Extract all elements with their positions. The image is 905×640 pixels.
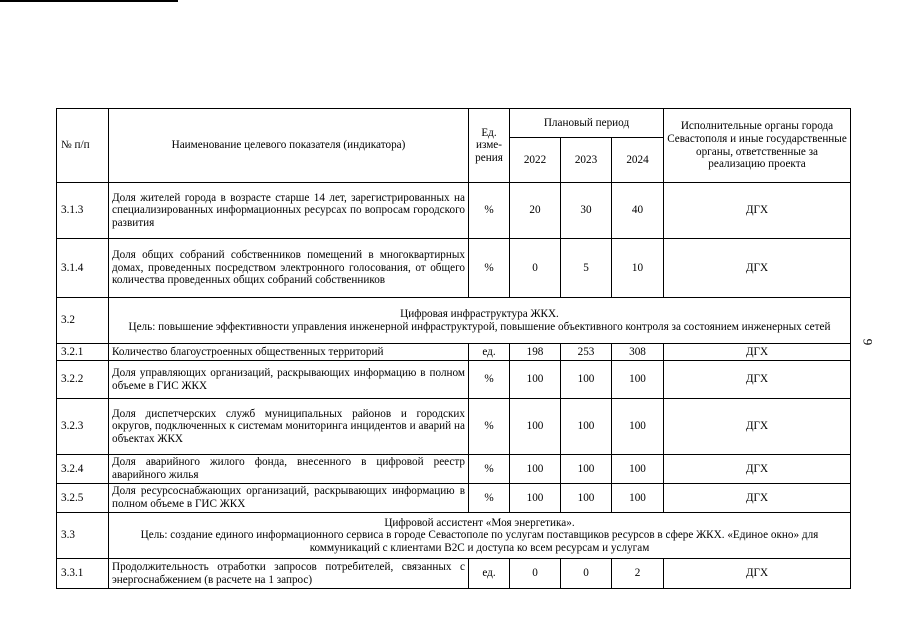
row-number: 3.2.5 [57, 484, 109, 513]
value-2022: 0 [510, 559, 561, 589]
table-row [57, 455, 851, 484]
value-2022: 20 [510, 183, 561, 239]
value-2024: 100 [612, 455, 664, 484]
section-goal: Цель: создание единого информационного сервиса в городе Севастополе по услугам поставщиков ресурсов в сфере ЖКХ. «Единое окно» для коммуникаций с клиентами B2C и доступа ко всем ресурсам и услугам [140, 529, 819, 554]
unit-cell: % [469, 183, 510, 239]
table-row [57, 344, 851, 361]
indicator-name: Доля жителей города в возрасте старше 14 лет, зарегистрированных на специализированных информационных ресурсах по вопросам городского развития [109, 183, 469, 239]
value-2022: 100 [510, 484, 561, 513]
unit-cell: ед. [469, 344, 510, 361]
section-number: 3.3 [57, 513, 109, 559]
value-2024: 100 [612, 484, 664, 513]
executor-cell: ДГХ [664, 239, 851, 298]
unit-cell: % [469, 399, 510, 455]
executor-cell: ДГХ [664, 361, 851, 399]
section-row [57, 298, 851, 344]
section-row [57, 513, 851, 559]
page-number: 9 [860, 338, 876, 346]
header-year: 2022 [510, 138, 561, 183]
indicator-name: Доля управляющих организаций, раскрывающих информацию в полном объеме в ГИС ЖКХ [109, 361, 469, 399]
section-number: 3.2 [57, 298, 109, 344]
value-2023: 100 [561, 399, 612, 455]
unit-cell: ед. [469, 559, 510, 589]
value-2024: 10 [612, 239, 664, 298]
row-number: 3.3.1 [57, 559, 109, 589]
value-2023: 30 [561, 183, 612, 239]
table-header [57, 109, 851, 183]
table-row [57, 399, 851, 455]
header-name: Наименование целевого показателя (индикатора) [109, 109, 469, 183]
section-title: Цифровая инфраструктура ЖКХ. [400, 307, 559, 320]
value-2023: 5 [561, 239, 612, 298]
indicator-name: Доля общих собраний собственников помещений в многоквартирных домах, проведенных посредством электронного голосования, от общего количества проведенных общих собраний собственников [109, 239, 469, 298]
indicator-name: Доля ресурсоснабжающих организаций, раскрывающих информацию в полном объеме в ГИС ЖКХ [109, 484, 469, 513]
indicator-name: Продолжительность отработки запросов потребителей, связанных с энергоснабжением (в расчете на 1 запрос) [109, 559, 469, 589]
unit-cell: % [469, 484, 510, 513]
indicator-name: Доля аварийного жилого фонда, внесенного в цифровой реестр аварийного жилья [109, 455, 469, 484]
value-2024: 308 [612, 344, 664, 361]
value-2024: 100 [612, 399, 664, 455]
value-2023: 100 [561, 484, 612, 513]
indicators-table [56, 108, 851, 589]
value-2022: 100 [510, 399, 561, 455]
table-row [57, 559, 851, 589]
table-body [57, 183, 851, 589]
header-unit: Ед. изме-рения [469, 109, 510, 183]
row-number: 3.1.3 [57, 183, 109, 239]
row-number: 3.2.1 [57, 344, 109, 361]
row-number: 3.2.3 [57, 399, 109, 455]
header-year: 2024 [612, 138, 664, 183]
indicator-name: Доля диспетчерских служб муниципальных районов и городских округов, подключенных к системам мониторинга инцидентов и аварий на объектах ЖКХ [109, 399, 469, 455]
value-2023: 253 [561, 344, 612, 361]
section-goal: Цель: повышение эффективности управления инженерной инфраструктурой, повышение объективного контроля за состоянием инженерных сетей [128, 320, 831, 333]
value-2023: 0 [561, 559, 612, 589]
executor-cell: ДГХ [664, 344, 851, 361]
executor-cell: ДГХ [664, 455, 851, 484]
value-2022: 198 [510, 344, 561, 361]
executor-cell: ДГХ [664, 559, 851, 589]
top-rule [0, 0, 178, 2]
unit-cell: % [469, 239, 510, 298]
value-2022: 100 [510, 455, 561, 484]
row-number: 3.1.4 [57, 239, 109, 298]
executor-cell: ДГХ [664, 399, 851, 455]
unit-cell: % [469, 361, 510, 399]
header-num: № п/п [57, 109, 109, 183]
section-cell [109, 298, 851, 344]
header-exec: Исполнительные органы города Севастополя и иные государственные органы, ответственные за реализацию проекта [664, 109, 851, 183]
value-2024: 100 [612, 361, 664, 399]
unit-cell: % [469, 455, 510, 484]
table-row [57, 361, 851, 399]
row-number: 3.2.2 [57, 361, 109, 399]
header-year: 2023 [561, 138, 612, 183]
section-cell [109, 513, 851, 559]
table-row [57, 183, 851, 239]
value-2023: 100 [561, 455, 612, 484]
header-period: Плановый период [510, 109, 664, 138]
indicator-name: Количество благоустроенных общественных территорий [109, 344, 469, 361]
executor-cell: ДГХ [664, 183, 851, 239]
value-2024: 40 [612, 183, 664, 239]
value-2022: 100 [510, 361, 561, 399]
executor-cell: ДГХ [664, 484, 851, 513]
value-2022: 0 [510, 239, 561, 298]
table-row [57, 239, 851, 298]
value-2024: 2 [612, 559, 664, 589]
row-number: 3.2.4 [57, 455, 109, 484]
table-row [57, 484, 851, 513]
section-title: Цифровой ассистент «Моя энергетика». [384, 516, 575, 529]
value-2023: 100 [561, 361, 612, 399]
